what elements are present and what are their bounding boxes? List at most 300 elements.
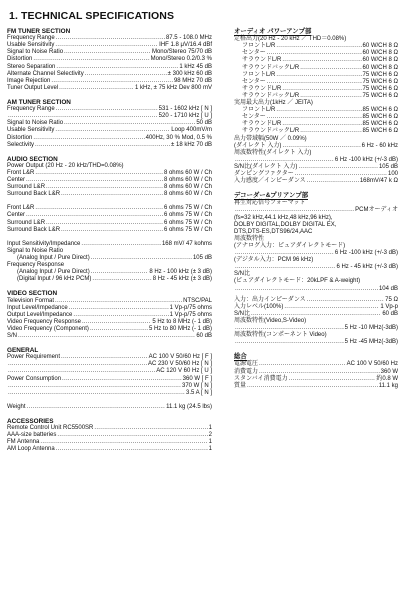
dot-leader: [251, 311, 381, 318]
spec-value: 100: [387, 170, 398, 177]
dot-leader: [289, 376, 376, 383]
spec-subheading: 出力帯域幅(50W ／ 0.09%): [234, 135, 307, 142]
spacer: [7, 411, 212, 418]
spec-value: 85 W/CH 6 Ω: [362, 128, 398, 135]
section-heading: 総合: [234, 353, 247, 361]
spec-value: 5 Hz -10 MHz(-3dB): [344, 324, 398, 331]
spec-label: Input Level/Impedance: [7, 304, 68, 311]
spec-row: [7, 64, 212, 71]
spec-value: 360 W [ F ]: [182, 375, 212, 382]
dot-leader: [282, 57, 361, 64]
spec-value: 6 ohms 75 W / Ch: [163, 205, 212, 212]
spec-row: [7, 241, 212, 248]
spec-row: [234, 286, 398, 293]
spec-value: 5 Hz to 80 MHz (- 1 dB): [148, 325, 212, 332]
spec-label: Power Requirement: [7, 354, 61, 361]
spec-label: Video Frequency Response: [7, 318, 81, 325]
spec-value: AC 230 V 50/60 Hz [ N ]: [147, 361, 212, 368]
spec-subheading: Signal to Noise Ratio: [7, 247, 64, 254]
spec-label: センター: [242, 114, 266, 121]
spec-label: Front L&R: [7, 205, 35, 212]
spacer: [7, 234, 212, 241]
spacer: [7, 340, 212, 347]
dot-leader: [298, 164, 378, 171]
spec-subheading: DTS,DTS-ES,DTS96/24,AAC: [234, 228, 313, 235]
dot-leader: [33, 56, 149, 63]
spec-row: [7, 205, 212, 212]
spec-value: 1: [208, 425, 212, 432]
dot-leader: [8, 383, 181, 390]
spec-row: [7, 42, 212, 49]
spec-row: [7, 298, 212, 305]
spec-label: Television Format: [7, 297, 55, 304]
spec-row: [7, 220, 212, 227]
spec-label: フロントL/R: [242, 43, 276, 50]
spec-value: 60 W/CH 8 Ω: [362, 50, 398, 57]
spec-value: 87.5 - 108.0 MHz: [165, 35, 212, 42]
spec-row: [234, 93, 398, 100]
dot-leader: [8, 113, 158, 120]
spec-row: [234, 72, 398, 79]
spec-value: 50 dB: [196, 120, 212, 127]
spec-label: サラウンドバックL/R: [242, 64, 300, 71]
dot-leader: [59, 85, 134, 92]
spec-label: Video Frequency (Component): [7, 325, 89, 332]
spec-row: [234, 164, 398, 171]
dot-leader: [276, 107, 361, 114]
spec-row: [7, 191, 212, 198]
dot-leader: [300, 128, 361, 135]
spec-value: 8 ohms 60 W / Ch: [163, 184, 212, 191]
spec-subheading: 周波数特性: [234, 235, 265, 242]
spec-label: Tuner Output Level: [7, 84, 59, 91]
spec-label: サラウンドL/R: [242, 57, 282, 64]
section-heading: GENERAL: [7, 347, 39, 355]
spec-value: 6 ohms 75 W / Ch: [163, 226, 212, 233]
spec-label: Power Consumption: [7, 375, 62, 382]
spec-label: 電源電圧: [234, 361, 259, 368]
spec-value: 360 W: [380, 368, 398, 375]
spec-label: Input Sensitivity/Impedance: [7, 240, 81, 247]
spec-value: 5 Hz -45 MHz(-3dB): [344, 339, 398, 346]
spec-label: S/N: [7, 333, 18, 339]
spec-row: [234, 79, 398, 86]
spec-row: [7, 85, 212, 92]
spec-label: (Analog Input / Pure Direct): [17, 254, 90, 261]
spec-subheading: 周波数特性(Video,S-Video): [234, 317, 307, 324]
dot-leader: [27, 404, 166, 411]
dot-leader: [94, 425, 207, 432]
spec-row: [7, 177, 212, 184]
dot-leader: [307, 297, 385, 304]
spec-subheading: Power Output (20 Hz - 20 kHz/THD=0.08%): [7, 162, 124, 169]
spec-label: Output Level/Impedance: [7, 311, 73, 318]
dot-leader: [235, 264, 335, 271]
spec-row: [234, 171, 398, 178]
spec-value: Mono/Stereo 75/70 dB: [151, 49, 212, 56]
spec-row: [234, 57, 398, 64]
dot-leader: [55, 298, 182, 305]
spec-row: [234, 383, 398, 390]
dot-leader: [69, 305, 169, 312]
dot-leader: [235, 339, 344, 346]
spec-label: スタンバイ消費電力: [234, 375, 288, 382]
spec-label: AAA-size batteries: [7, 432, 57, 439]
spec-value: Loop 400mV/m: [171, 127, 212, 134]
dot-leader: [35, 142, 170, 149]
spec-subheading: (デジタル入力：PCM 96 kHz): [234, 257, 314, 264]
spec-row: [7, 170, 212, 177]
spec-subheading: (ピュアダイレクトモード：20kLPF & A-weight): [234, 278, 361, 285]
spec-row: [7, 227, 212, 234]
spec-value: 75 W/CH 6 Ω: [362, 71, 398, 78]
spec-value: 75 W/CH 6 Ω: [362, 92, 398, 99]
spacer: [7, 397, 212, 404]
spec-subheading: DOLBY DIGITAL,DOLBY DIGITAL EX,: [234, 221, 337, 228]
dot-leader: [259, 369, 380, 376]
spec-row: [7, 383, 212, 390]
spec-row: [234, 304, 398, 311]
dot-leader: [235, 157, 334, 164]
spec-label: センター: [242, 50, 266, 57]
spec-label: Stereo Separation: [7, 63, 56, 70]
dot-leader: [61, 227, 163, 234]
spec-row: [7, 404, 212, 411]
spacer: [7, 92, 212, 99]
spec-row: [7, 212, 212, 219]
spec-row: [7, 361, 212, 368]
spec-value: 98 MHz 70 dB: [173, 77, 212, 84]
spec-label: Center: [7, 177, 26, 184]
spec-value: 8 ohms 60 W / Ch: [163, 191, 212, 198]
spec-subheading: 再生対応信号フォーマット: [234, 200, 306, 207]
section-heading: VIDEO SECTION: [7, 290, 58, 298]
spec-row: [7, 319, 212, 326]
spec-value: 1: [208, 446, 212, 453]
dot-leader: [46, 184, 163, 191]
spec-row: [234, 157, 398, 164]
spec-value: 168 mV/ 47 kohms: [161, 240, 212, 247]
spec-row: [7, 35, 212, 42]
spec-row: [7, 56, 212, 63]
spec-row: [7, 269, 212, 276]
spec-value: 8 ohms 60 W / Ch: [163, 170, 212, 177]
spec-label: Frequency Range: [7, 35, 55, 42]
spec-value: 1 Vp-p/75 ohms: [169, 304, 212, 311]
dot-leader: [64, 49, 151, 56]
dot-leader: [235, 207, 354, 214]
spec-row: [234, 361, 398, 368]
spec-value: 60 W/CH 8 Ω: [362, 57, 398, 64]
spec-value: 105 dB: [378, 163, 398, 170]
spec-value: 6 Hz -100 kHz (+/-3 dB): [334, 156, 398, 163]
spec-value: 104 dB: [378, 285, 398, 292]
spec-label: Alternate Channel Selectivity: [7, 70, 84, 77]
spec-label: (Analog Input / Pure Direct): [17, 269, 90, 276]
spec-row: [7, 120, 212, 127]
spec-label: Remote Control Unit RC5500SR: [7, 425, 94, 432]
spec-label: 入力レベル(100%): [234, 303, 284, 310]
english-specifications-column: [7, 28, 212, 454]
spec-row: [7, 390, 212, 397]
spec-value: 約0.8 W: [376, 375, 398, 382]
spec-label: センター: [242, 78, 266, 85]
spec-row: [7, 106, 212, 113]
spec-label: 消費電力: [234, 368, 259, 375]
dot-leader: [26, 212, 163, 219]
spec-value: PCMオーディオ: [355, 207, 398, 214]
spec-subheading: (fs=32 kHz,44.1 kHz,48 kHz,96 kHz),: [234, 214, 333, 221]
spec-label: フロントL/R: [242, 71, 276, 78]
section-heading: AM TUNER SECTION: [7, 98, 71, 106]
spec-row: [234, 86, 398, 93]
dot-leader: [56, 446, 208, 453]
dot-leader: [92, 276, 151, 283]
spec-value: 400Hz, 30 % Mod, 0.5 %: [145, 134, 212, 141]
dot-leader: [8, 361, 147, 368]
spec-value: 8 Hz - 45 kHz (± 3 dB): [152, 276, 212, 283]
dot-leader: [300, 65, 361, 72]
spec-label: Surround Back L&R: [7, 226, 61, 233]
dot-leader: [282, 86, 361, 93]
dot-leader: [307, 178, 359, 185]
spec-row: [7, 376, 212, 383]
spec-value: 168mV/47 k Ω: [359, 178, 398, 185]
section-heading: ACCESSORIES: [7, 417, 54, 425]
spec-value: IHF 1.8 μV/16.4 dBf: [159, 42, 212, 49]
spec-value: 2: [208, 432, 212, 439]
spec-row: [234, 264, 398, 271]
spec-row: [7, 446, 212, 453]
spec-row: [7, 276, 212, 283]
dot-leader: [295, 171, 387, 178]
spec-row: [7, 354, 212, 361]
spec-value: AC 100 V 50/60 Hz: [346, 361, 398, 368]
spec-row: [7, 432, 212, 439]
dot-leader: [247, 383, 378, 390]
spec-row: [7, 312, 212, 319]
spec-label: Usable Sensitivity: [7, 127, 55, 134]
spec-value: 3.5 A [ N ]: [185, 389, 212, 396]
spec-label: (ダイレクト 入力): [234, 142, 282, 149]
section-heading: オーディオ パワーアンプ部: [234, 28, 312, 35]
dot-leader: [18, 333, 195, 340]
spec-row: [7, 255, 212, 262]
spec-value: AC 120 V 60 Hz [ U ]: [156, 368, 212, 375]
spec-label: FM Antenna: [7, 439, 40, 446]
spec-row: [234, 325, 398, 332]
spec-value: 6 ohms 75 W / Ch: [163, 212, 212, 219]
spec-label: Surround L&R: [7, 219, 46, 226]
spec-row: [7, 368, 212, 375]
spec-row: [7, 78, 212, 85]
spacer: [234, 346, 398, 353]
spec-value: 60 W/CH 8 Ω: [362, 64, 398, 71]
spec-label: 質量: [234, 382, 247, 389]
spec-subheading: Frequency Response: [7, 262, 65, 269]
spec-value: 1 Vp-p: [380, 303, 398, 310]
spec-value: Mono/Stereo 0.2/0.3 %: [150, 56, 212, 63]
spec-label: S/N比: [234, 310, 251, 317]
spec-label: フロントL/R: [242, 107, 276, 114]
spec-label: Image Rejection: [7, 77, 51, 84]
spec-row: [7, 135, 212, 142]
dot-leader: [282, 143, 360, 150]
dot-leader: [33, 135, 144, 142]
spec-label: Surround L&R: [7, 184, 46, 191]
spec-value: 75 W/CH 6 Ω: [362, 78, 398, 85]
spec-value: 105 dB: [192, 254, 212, 261]
spec-row: [7, 326, 212, 333]
spec-value: 75 Ω: [385, 296, 398, 303]
dot-leader: [276, 43, 361, 50]
dot-leader: [56, 35, 165, 42]
spec-label: サラウンドバックL/R: [242, 128, 300, 135]
spec-row: [234, 297, 398, 304]
spec-label: Front L&R: [7, 170, 35, 177]
dot-leader: [8, 368, 155, 375]
dot-leader: [64, 120, 195, 127]
spec-value: NTSC/PAL: [183, 297, 212, 304]
spec-value: 85 W/CH 6 Ω: [362, 121, 398, 128]
spec-label: サラウンドL/R: [242, 85, 282, 92]
dot-leader: [284, 304, 379, 311]
spec-label: Signal to Noise Ratio: [7, 49, 64, 56]
spec-value: 60 dB: [196, 333, 212, 339]
spec-row: [234, 339, 398, 346]
spec-value: 8 Hz - 100 kHz (± 3 dB): [149, 269, 212, 276]
spec-row: [7, 142, 212, 149]
spec-row: [234, 311, 398, 318]
spec-label: Frequency Range: [7, 106, 55, 113]
spec-label: ダンピングファクター: [234, 170, 294, 177]
spec-value: 85 W/CH 6 Ω: [362, 107, 398, 114]
dot-leader: [61, 354, 148, 361]
spec-label: 入力：出力インピーダンス: [234, 296, 306, 303]
spec-value: 11.1 kg: [378, 382, 398, 389]
japanese-specifications-column: [234, 28, 398, 390]
dot-leader: [73, 312, 168, 319]
dot-leader: [235, 286, 378, 293]
dot-leader: [56, 64, 178, 71]
spec-row: [234, 207, 398, 214]
spec-subheading: 定格出力(20 Hz - 20 kHz ／ THD＝0.08%): [234, 36, 347, 43]
spec-subheading: (アナログ入力：ピュアダイレクトモード): [234, 242, 346, 249]
spec-value: 520 - 1710 kHz [ U ]: [158, 113, 212, 120]
spec-row: [7, 439, 212, 446]
dot-leader: [81, 241, 161, 248]
dot-leader: [55, 42, 158, 49]
spec-value: 60 W/CH 8 Ω: [362, 43, 398, 50]
spacer: [7, 198, 212, 205]
spec-value: 5 Hz to 8 MHz (- 1 dB): [152, 318, 212, 325]
spec-label: Usable Sensitivity: [7, 42, 55, 49]
spec-label: (Digital Input / 96 kHz PCM): [17, 276, 92, 283]
dot-leader: [82, 319, 151, 326]
spec-label: Distortion: [7, 134, 33, 141]
spec-row: [234, 143, 398, 150]
spec-row: [7, 49, 212, 56]
spec-label: Distortion: [7, 56, 33, 63]
dot-leader: [91, 269, 149, 276]
spec-row: [7, 305, 212, 312]
spec-value: AC 100 V 50/60 Hz [ F ]: [148, 354, 212, 361]
spec-value: 1: [208, 439, 212, 446]
section-heading: AUDIO SECTION: [7, 155, 58, 163]
spacer: [7, 149, 212, 156]
spec-row: [7, 127, 212, 134]
spec-value: 85 W/CH 6 Ω: [362, 114, 398, 121]
spec-row: [234, 128, 398, 135]
dot-leader: [259, 361, 346, 368]
spec-subheading: 周波数特性(ダイレクト 入力): [234, 149, 312, 156]
spec-subheading: 実用最大出力(1kHz ／ JEITA): [234, 100, 313, 107]
dot-leader: [26, 177, 163, 184]
spec-value: 11.1 kg (24.5 lbs): [166, 403, 212, 410]
spec-label: Signal to Noise Ratio: [7, 120, 64, 127]
dot-leader: [267, 79, 362, 86]
dot-leader: [57, 432, 207, 439]
dot-leader: [85, 71, 167, 78]
dot-leader: [235, 325, 344, 332]
spec-value: 8 ohms 60 W / Ch: [163, 177, 212, 184]
spec-row: [7, 333, 212, 340]
dot-leader: [62, 376, 182, 383]
spec-label: サラウンドバックL/R: [242, 92, 300, 99]
spec-label: AM Loop Antenna: [7, 446, 55, 453]
spec-value: 6 ohms 75 W / Ch: [163, 219, 212, 226]
dot-leader: [35, 205, 163, 212]
spec-subheading: S/N比: [234, 271, 251, 278]
spec-row: [234, 376, 398, 383]
dot-leader: [8, 390, 185, 397]
spec-value: 1 kHz 45 dB: [179, 63, 212, 70]
spec-value: 370 W [ N ]: [181, 382, 212, 389]
page-title: 1. TECHNICAL SPECIFICATIONS: [9, 10, 175, 22]
dot-leader: [35, 170, 163, 177]
spec-label: S/N比(ダイレクト 入力): [234, 163, 298, 170]
spec-row: [7, 184, 212, 191]
spec-row: [234, 369, 398, 376]
dot-leader: [46, 220, 163, 227]
dot-leader: [276, 72, 361, 79]
spec-label: Selectivity: [7, 141, 35, 148]
spec-label: Weight: [7, 403, 26, 410]
spec-value: 75 W/CH 6 Ω: [362, 85, 398, 92]
spec-row: [7, 71, 212, 78]
spec-row: [234, 178, 398, 185]
spec-label: 入力感度／インピーダンス: [234, 178, 306, 185]
spec-label: サラウンドL/R: [242, 121, 282, 128]
spec-row: [234, 65, 398, 72]
spec-value: ± 300 kHz 60 dB: [167, 70, 212, 77]
spec-value: 6 Hz - 60 kHz: [361, 142, 398, 149]
spec-label: Surround Back L&R: [7, 191, 61, 198]
dot-leader: [300, 93, 361, 100]
spec-value: 6 Hz - 45 kHz (+/-3 dB): [336, 264, 398, 271]
dot-leader: [90, 326, 148, 333]
spacer: [7, 283, 212, 290]
dot-leader: [56, 106, 158, 113]
section-heading: デコーダー&プリアンプ部: [234, 192, 309, 200]
spec-value: 60 dB: [382, 310, 398, 317]
dot-leader: [91, 255, 192, 262]
spec-value: 1 kHz, ± 75 kHz Dev 800 mV: [135, 84, 212, 91]
spec-value: 1 Vp-p/75 ohms: [169, 311, 212, 318]
section-heading: FM TUNER SECTION: [7, 28, 71, 35]
spec-subheading: 周波数特性(コンポーネント Video): [234, 332, 327, 339]
dot-leader: [55, 127, 170, 134]
